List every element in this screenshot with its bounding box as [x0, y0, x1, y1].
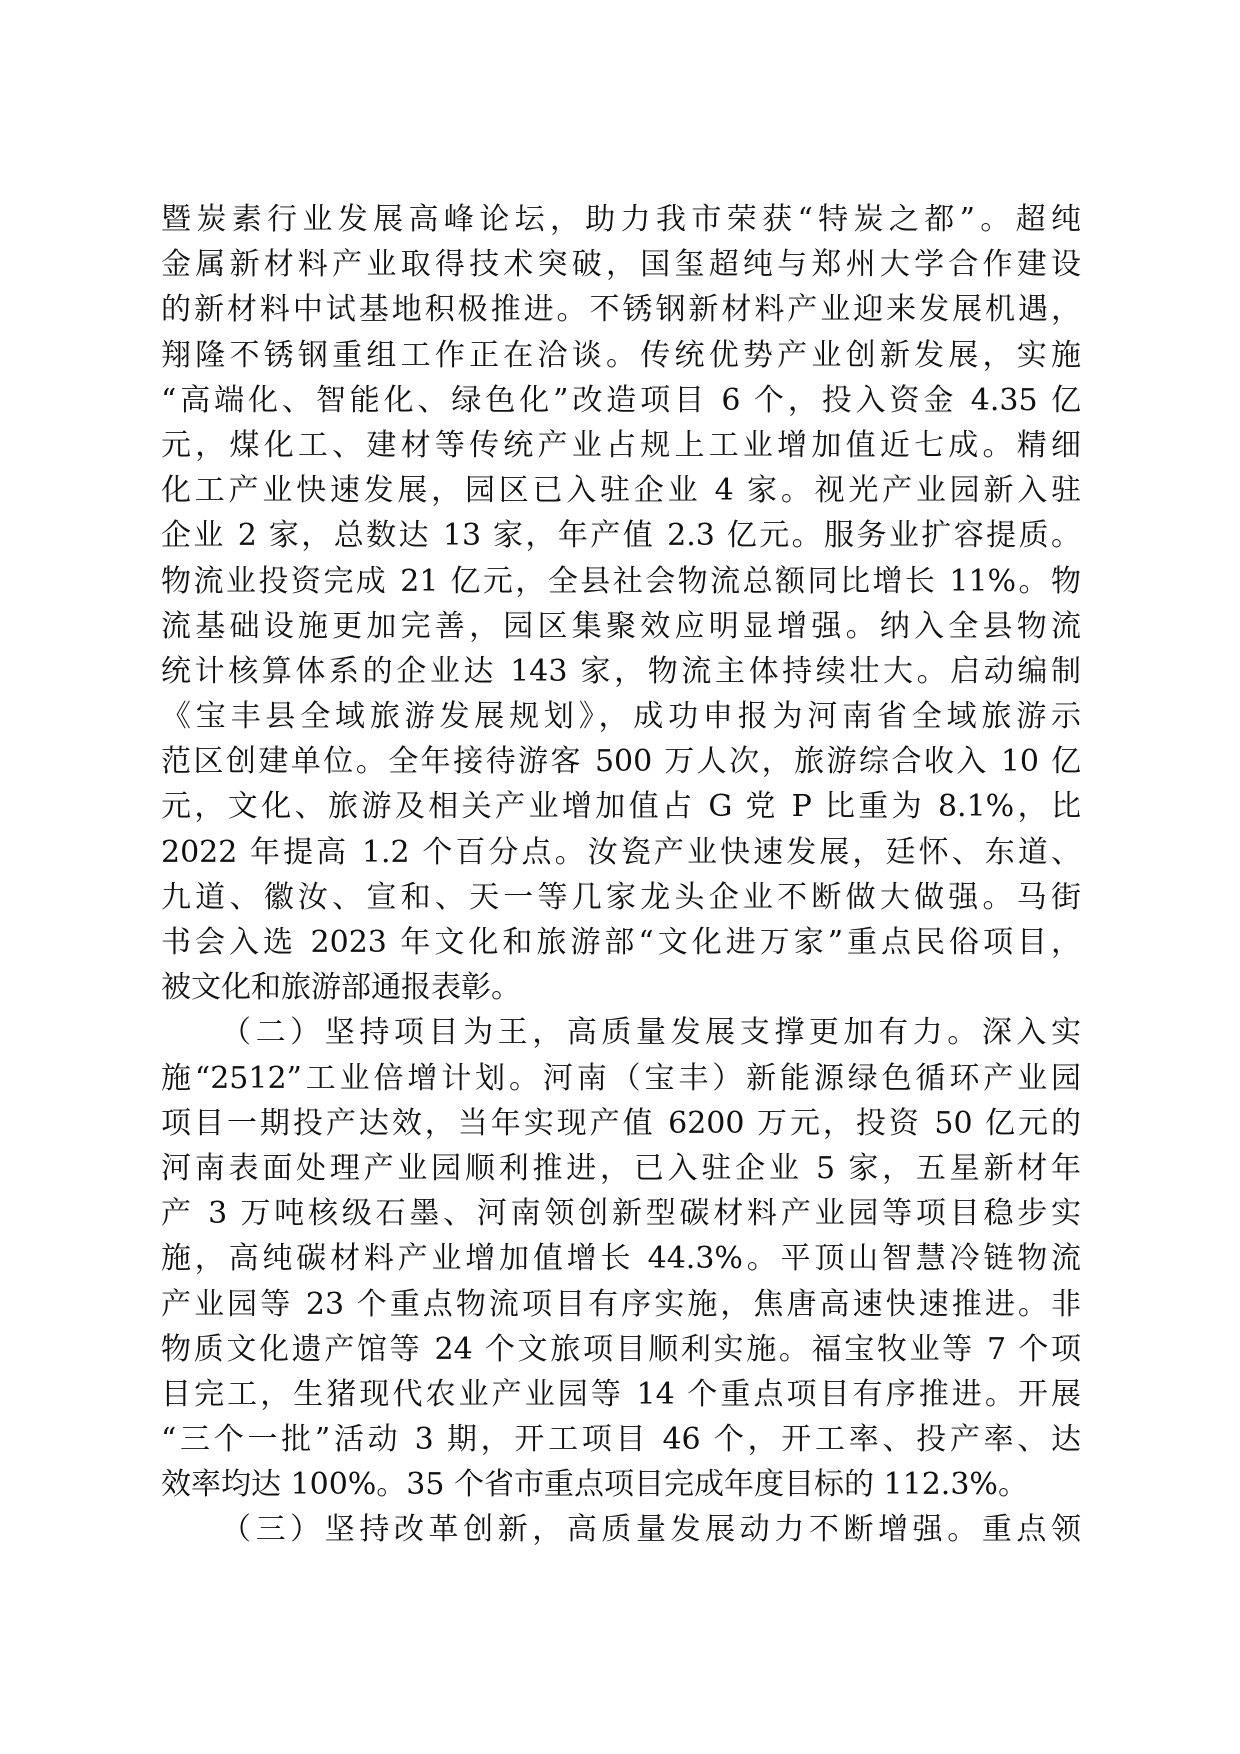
text-line: 的新材料中试基地积极推进。不锈钢新材料产业迎来发展机遇，: [161, 292, 1081, 328]
text-line: 施，高纯碳材料产业增加值增长 44.3%。平顶山智慧冷链物流: [161, 1241, 1081, 1277]
text-line: 产 3 万吨核级石墨、河南领创新型碳材料产业园等项目稳步实: [161, 1196, 1081, 1232]
text-line: 化工产业快速发展，园区已入驻企业 4 家。视光产业园新入驻: [161, 473, 1081, 509]
text-line: 企业 2 家，总数达 13 家，年产值 2.3 亿元。服务业扩容提质。: [161, 518, 1081, 554]
text-line: 物流业投资完成 21 亿元，全县社会物流总额同比增长 11%。物: [161, 563, 1081, 599]
text-line: 元，文化、旅游及相关产业增加值占 G 党 P 比重为 8.1%，比: [161, 789, 1081, 825]
section-heading-line-three: （三）坚持改革创新，高质量发展动力不断增强。重点领: [221, 1512, 1081, 1548]
text-line: 2022 年提高 1.2 个百分点。汝瓷产业快速发展，廷怀、东道、: [161, 834, 1081, 870]
section-heading-line-two: （二）坚持项目为王，高质量发展支撑更加有力。深入实: [221, 1015, 1081, 1051]
text-line: 项目一期投产达效，当年实现产值 6200 万元，投资 50 亿元的: [161, 1105, 1081, 1141]
paragraph-end-line: 效率均达 100%。35 个省市重点项目完成年度目标的 112.3%。: [161, 1467, 1028, 1503]
text-line: 产业园等 23 个重点物流项目有序实施，焦唐高速快速推进。非: [161, 1286, 1081, 1322]
text-line: “三个一批”活动 3 期，开工项目 46 个，开工率、投产率、达: [161, 1422, 1081, 1458]
text-line: 元，煤化工、建材等传统产业占规上工业增加值近七成。精细: [161, 427, 1081, 463]
text-line: “高端化、智能化、绿色化”改造项目 6 个，投入资金 4.35 亿: [161, 382, 1081, 418]
text-line: 翔隆不锈钢重组工作正在洽谈。传统优势产业创新发展，实施: [161, 337, 1081, 373]
body-text: [161, 197, 1081, 1553]
text-line: 物质文化遗产馆等 24 个文旅项目顺利实施。福宝牧业等 7 个项: [161, 1331, 1081, 1367]
text-line: 暨炭素行业发展高峰论坛，助力我市荣获“特炭之都”。超纯: [161, 202, 1081, 237]
text-line: 九道、徽汝、宣和、天一等几家龙头企业不断做大做强。马街: [161, 879, 1081, 915]
text-line: 流基础设施更加完善，园区集聚效应明显增强。纳入全县物流: [161, 608, 1081, 644]
text-line: 范区创建单位。全年接待游客 500 万人次，旅游综合收入 10 亿: [161, 744, 1081, 780]
text-line: 金属新材料产业取得技术突破，国玺超纯与郑州大学合作建设: [161, 247, 1081, 283]
text-line: 书会入选 2023 年文化和旅游部“文化进万家”重点民俗项目，: [161, 925, 1081, 960]
text-line: 统计核算体系的企业达 143 家，物流主体持续壮大。启动编制: [161, 653, 1081, 689]
text-line: 目完工，生猪现代农业产业园等 14 个重点项目有序推进。开展: [161, 1376, 1081, 1412]
text-line: 《宝丰县全域旅游发展规划》，成功申报为河南省全域旅游示: [161, 699, 1081, 735]
paragraph-end-line: 被文化和旅游部通报表彰。: [161, 970, 521, 1006]
text-line: 施“2512”工业倍增计划。河南（宝丰）新能源绿色循环产业园: [161, 1060, 1081, 1096]
text-line: 河南表面处理产业园顺利推进，已入驻企业 5 家，五星新材年: [161, 1150, 1081, 1186]
